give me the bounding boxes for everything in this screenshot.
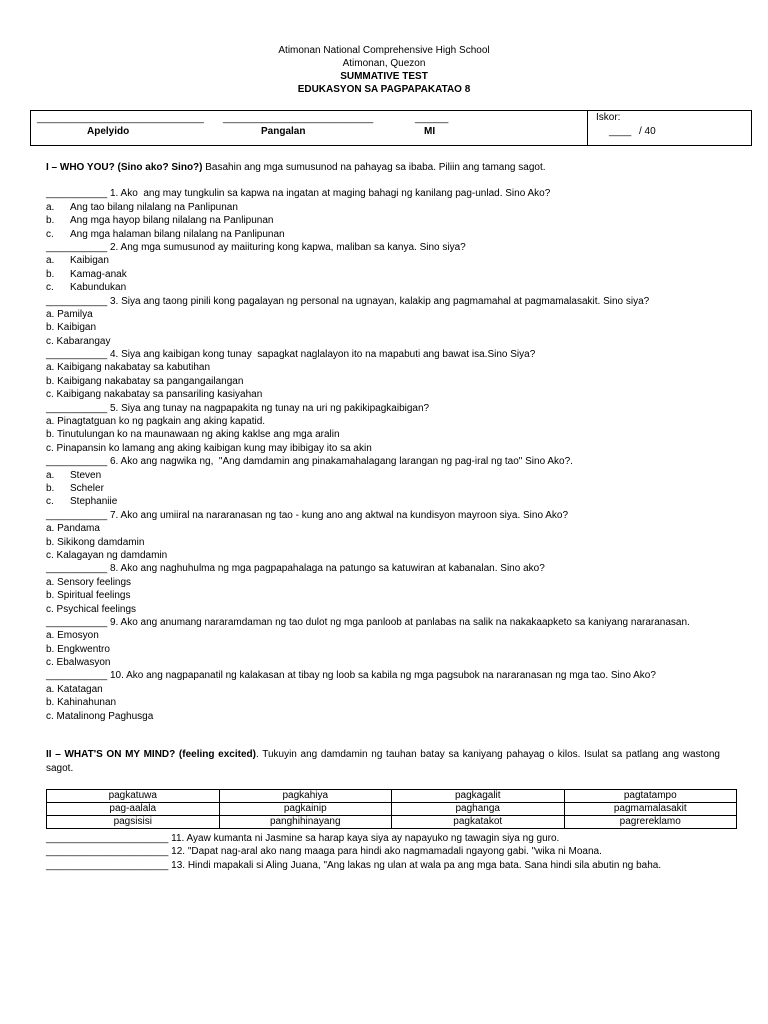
choice-letter: c. <box>46 496 54 508</box>
choice-text: c. Kabarangay <box>46 335 111 347</box>
choice-option <box>46 388 720 401</box>
choice-text: b. Sikikong damdamin <box>46 536 145 548</box>
mi-label: MI <box>424 126 436 137</box>
choice-option <box>46 589 720 602</box>
answer-blank[interactable]: ___________ <box>46 509 108 521</box>
lastname-label: Apelyido <box>87 126 130 137</box>
section-1-heading <box>46 161 720 174</box>
choice-option <box>46 549 720 562</box>
section-2-heading <box>46 748 720 776</box>
answer-blank[interactable]: ___________ <box>46 456 108 468</box>
subject-title: EDUKASYON SA PAGPAPAKATAO 8 <box>297 84 471 95</box>
choice-option <box>46 536 720 549</box>
choice-letter: c. <box>46 228 54 240</box>
choice-letter: b. <box>46 482 55 494</box>
choice-option <box>46 629 720 642</box>
answer-blank[interactable]: ______________________ <box>46 833 169 844</box>
choice-text: Kaibigan <box>70 255 109 267</box>
question-1 <box>46 187 720 200</box>
choice-text: Stephaniie <box>70 496 118 508</box>
choice-text: Kabundukan <box>70 282 127 294</box>
score-blank[interactable]: ____ <box>609 126 632 137</box>
choice-text: a. Kaibigang nakabatay sa kabutihan <box>46 362 211 374</box>
word-bank-row <box>47 790 737 803</box>
question-text: 1. Ako ang may tungkulin sa kapwa na ingatan at maging bahagi ng kanilang pag-unlad. Sino Ako? <box>109 188 551 200</box>
choice-option <box>46 268 720 281</box>
word-bank-cell: pag-aalala <box>47 803 220 816</box>
choice-letter: a. <box>46 255 55 267</box>
answer-blank[interactable]: ___________ <box>46 616 108 628</box>
choice-text: Steven <box>70 469 102 481</box>
choice-letter: a. <box>46 201 55 213</box>
question-text: 4. Siya ang kaibigan kong tunay sapagkat naglalayon ito na mapabuti ang bawat isa.Sino Siya? <box>109 349 536 361</box>
choice-option <box>46 214 720 227</box>
question-10 <box>46 669 720 682</box>
choice-option <box>46 495 720 508</box>
choice-option <box>46 710 720 723</box>
question-text: 9. Ako ang anumang nararamdaman ng tao dulot ng mga panloob at panlabas na salik na nakakaapketo sa kaniyang nararanasan. <box>109 616 690 628</box>
choice-text: b. Engkwentro <box>46 643 110 655</box>
question-3 <box>46 295 720 308</box>
firstname-label: Pangalan <box>261 126 306 137</box>
choice-text: a. Pamilya <box>46 308 93 320</box>
choice-option <box>46 522 720 535</box>
choice-option <box>46 228 720 241</box>
question-text: 10. Ako ang nagpapanatil ng kalakasan at tibay ng loob sa kabila ng mga pagsubok na nararanasan ng mga tao. Sino Ako? <box>109 670 656 682</box>
choice-option <box>46 469 720 482</box>
question-text: 2. Ang mga sumusunod ay maiituring kong kapwa, maliban sa kanya. Sino siya? <box>109 241 466 253</box>
question-text: 5. Siya ang tunay na nagpapakita ng tunay na uri ng pakikipagkaibigan? <box>109 402 430 414</box>
choice-letter: b. <box>46 215 55 227</box>
question-list <box>46 187 720 723</box>
choice-text: b. Kaibigan <box>46 322 97 334</box>
choice-text: b. Kahinahunan <box>46 697 117 709</box>
choice-option <box>46 375 720 388</box>
choice-option <box>46 576 720 589</box>
score-label: Iskor: <box>596 112 621 123</box>
score-total: / 40 <box>639 126 656 137</box>
test-type: SUMMATIVE TEST <box>340 71 428 82</box>
item-text: 13. Hindi mapakali si Aling Juana, "Ang lakas ng ulan at wala pa ang mga bata. Sana hindi sila abutin ng baha. <box>171 859 662 871</box>
word-bank-cell: pagsisisi <box>47 816 220 829</box>
choice-text: c. Kalagayan ng damdamin <box>46 549 168 561</box>
question-text: 6. Ako ang nagwika ng, "Ang damdamin ang pinakamahalagang larangan ng pag-iral ng tao" Sino Ako?. <box>109 456 573 468</box>
choice-option <box>46 683 720 696</box>
question-text: 8. Ako ang naghuhulma ng mga pagpapahalaga na patungo sa katuwiran at kabanalan. Sino ako? <box>109 563 545 575</box>
score-divider <box>587 111 588 145</box>
choice-text: a. Sensory feelings <box>46 576 132 588</box>
choice-letter: a. <box>46 469 55 481</box>
question-5 <box>46 402 720 415</box>
choice-text: b. Tinutulungan ko na maunawaan ng aking kaklse ang mga aralin <box>46 429 340 441</box>
choice-option <box>46 415 720 428</box>
choice-option <box>46 442 720 455</box>
question-8 <box>46 562 720 575</box>
section-2-items <box>46 832 736 872</box>
choice-text: c. Psychical feelings <box>46 603 137 615</box>
section-2-title: II – WHAT'S ON MY MIND? (feeling excited) <box>46 749 256 760</box>
choice-text: Ang tao bilang nilalang na Panlipunan <box>70 201 238 213</box>
answer-blank[interactable]: ___________ <box>46 188 108 200</box>
section-1-instruction: Basahin ang mga sumusunod na pahayag sa ibaba. Piliin ang tamang sagot. <box>205 162 546 173</box>
school-location: Atimonan, Quezon <box>342 58 426 69</box>
answer-blank[interactable]: ___________ <box>46 563 108 575</box>
choice-text: b. Kaibigang nakabatay sa pangangailangan <box>46 375 244 387</box>
firstname-line[interactable]: ___________________________ <box>223 113 374 124</box>
choice-option <box>46 656 720 669</box>
word-bank-cell: pagtatampo <box>564 790 737 803</box>
choice-text: c. Matalinong Paghusga <box>46 710 154 722</box>
word-bank-cell: panghihinayang <box>219 816 392 829</box>
section-2-instruction: . Tukuyin ang damdamin ng tauhan batay sa kaniyang pahayag o kilos. Isulat sa patlang ang wastong sagot. <box>46 749 720 774</box>
document-header <box>0 44 768 96</box>
choice-option <box>46 254 720 267</box>
word-bank-cell: pagmamalasakit <box>564 803 737 816</box>
question-6 <box>46 455 720 468</box>
choice-text: a. Emosyon <box>46 630 99 642</box>
answer-blank[interactable]: ___________ <box>46 241 108 253</box>
mi-line[interactable]: ______ <box>415 113 449 124</box>
word-bank-table <box>46 789 737 829</box>
answer-blank[interactable]: ______________________ <box>46 859 169 871</box>
answer-blank[interactable]: ___________ <box>46 295 108 307</box>
question-4 <box>46 348 720 361</box>
item-11 <box>46 832 736 845</box>
choice-text: a. Pandama <box>46 523 100 535</box>
question-9 <box>46 616 720 629</box>
answer-blank[interactable]: ___________ <box>46 670 108 682</box>
choice-option <box>46 201 720 214</box>
word-bank-row <box>47 816 737 829</box>
question-2 <box>46 241 720 254</box>
choice-text: Ang mga halaman bilang nilalang na Panlipunan <box>70 228 285 240</box>
choice-option <box>46 335 720 348</box>
answer-blank[interactable]: ___________ <box>46 349 108 361</box>
item-12 <box>46 845 736 858</box>
word-bank-cell: pagkainip <box>219 803 392 816</box>
word-bank-cell: pagkahiya <box>219 790 392 803</box>
item-text: 11. Ayaw kumanta ni Jasmine sa harap kaya siya ay napayuko ng tawagin siya ng guro. <box>171 833 560 844</box>
choice-option <box>46 321 720 334</box>
choice-letter: b. <box>46 268 55 280</box>
choice-text: b. Spiritual feelings <box>46 590 131 602</box>
choice-option <box>46 361 720 374</box>
choice-text: Kamag-anak <box>70 268 127 280</box>
school-name: Atimonan National Comprehensive High School <box>278 45 490 56</box>
student-info-box <box>30 110 752 146</box>
word-bank-cell: pagrereklamo <box>564 816 737 829</box>
choice-text: Ang mga hayop bilang nilalang na Panlipunan <box>70 215 274 227</box>
choice-option <box>46 308 720 321</box>
choice-text: c. Pinapansin ko lamang ang aking kaibigan kung may ibibigay ito sa akin <box>46 442 372 454</box>
word-bank-cell: pagkagalit <box>392 790 565 803</box>
choice-letter: c. <box>46 282 54 294</box>
choice-option <box>46 603 720 616</box>
lastname-line[interactable]: ______________________________ <box>37 113 204 124</box>
question-text: 7. Ako ang umiiral na nararanasan ng tao - kung ano ang aktwal na kundisyon mayroon siya. Sino Ako? <box>109 509 569 521</box>
choice-text: a. Katatagan <box>46 683 103 695</box>
question-7 <box>46 509 720 522</box>
word-bank-cell: paghanga <box>392 803 565 816</box>
word-bank-row <box>47 803 737 816</box>
choice-option <box>46 643 720 656</box>
answer-blank[interactable]: ______________________ <box>46 846 169 858</box>
word-bank-cell: pagkatuwa <box>47 790 220 803</box>
choice-option <box>46 696 720 709</box>
word-bank-cell: pagkatakot <box>392 816 565 829</box>
choice-option <box>46 281 720 294</box>
question-text: 3. Siya ang taong pinili kong pagalayan ng personal na ugnayan, kalakip ang pagmamahal at pagmamalasakit. Sino siya? <box>109 295 650 307</box>
item-13 <box>46 859 736 872</box>
choice-option <box>46 428 720 441</box>
choice-text: c. Kaibigang nakabatay sa pansariling kasiyahan <box>46 389 263 401</box>
section-1 <box>46 161 720 723</box>
section-1-title: I – WHO YOU? (Sino ako? Sino?) <box>46 162 203 173</box>
choice-option <box>46 482 720 495</box>
item-text: 12. "Dapat nag-aral ako nang maaga para hindi ako nagmamadali ngayong gabi. "wika ni Moana. <box>171 846 602 858</box>
choice-text: a. Pinagtatguan ko ng pagkain ang aking kapatid. <box>46 416 266 428</box>
choice-text: c. Ebalwasyon <box>46 657 111 669</box>
choice-text: Scheler <box>70 482 104 494</box>
answer-blank[interactable]: ___________ <box>46 402 108 414</box>
